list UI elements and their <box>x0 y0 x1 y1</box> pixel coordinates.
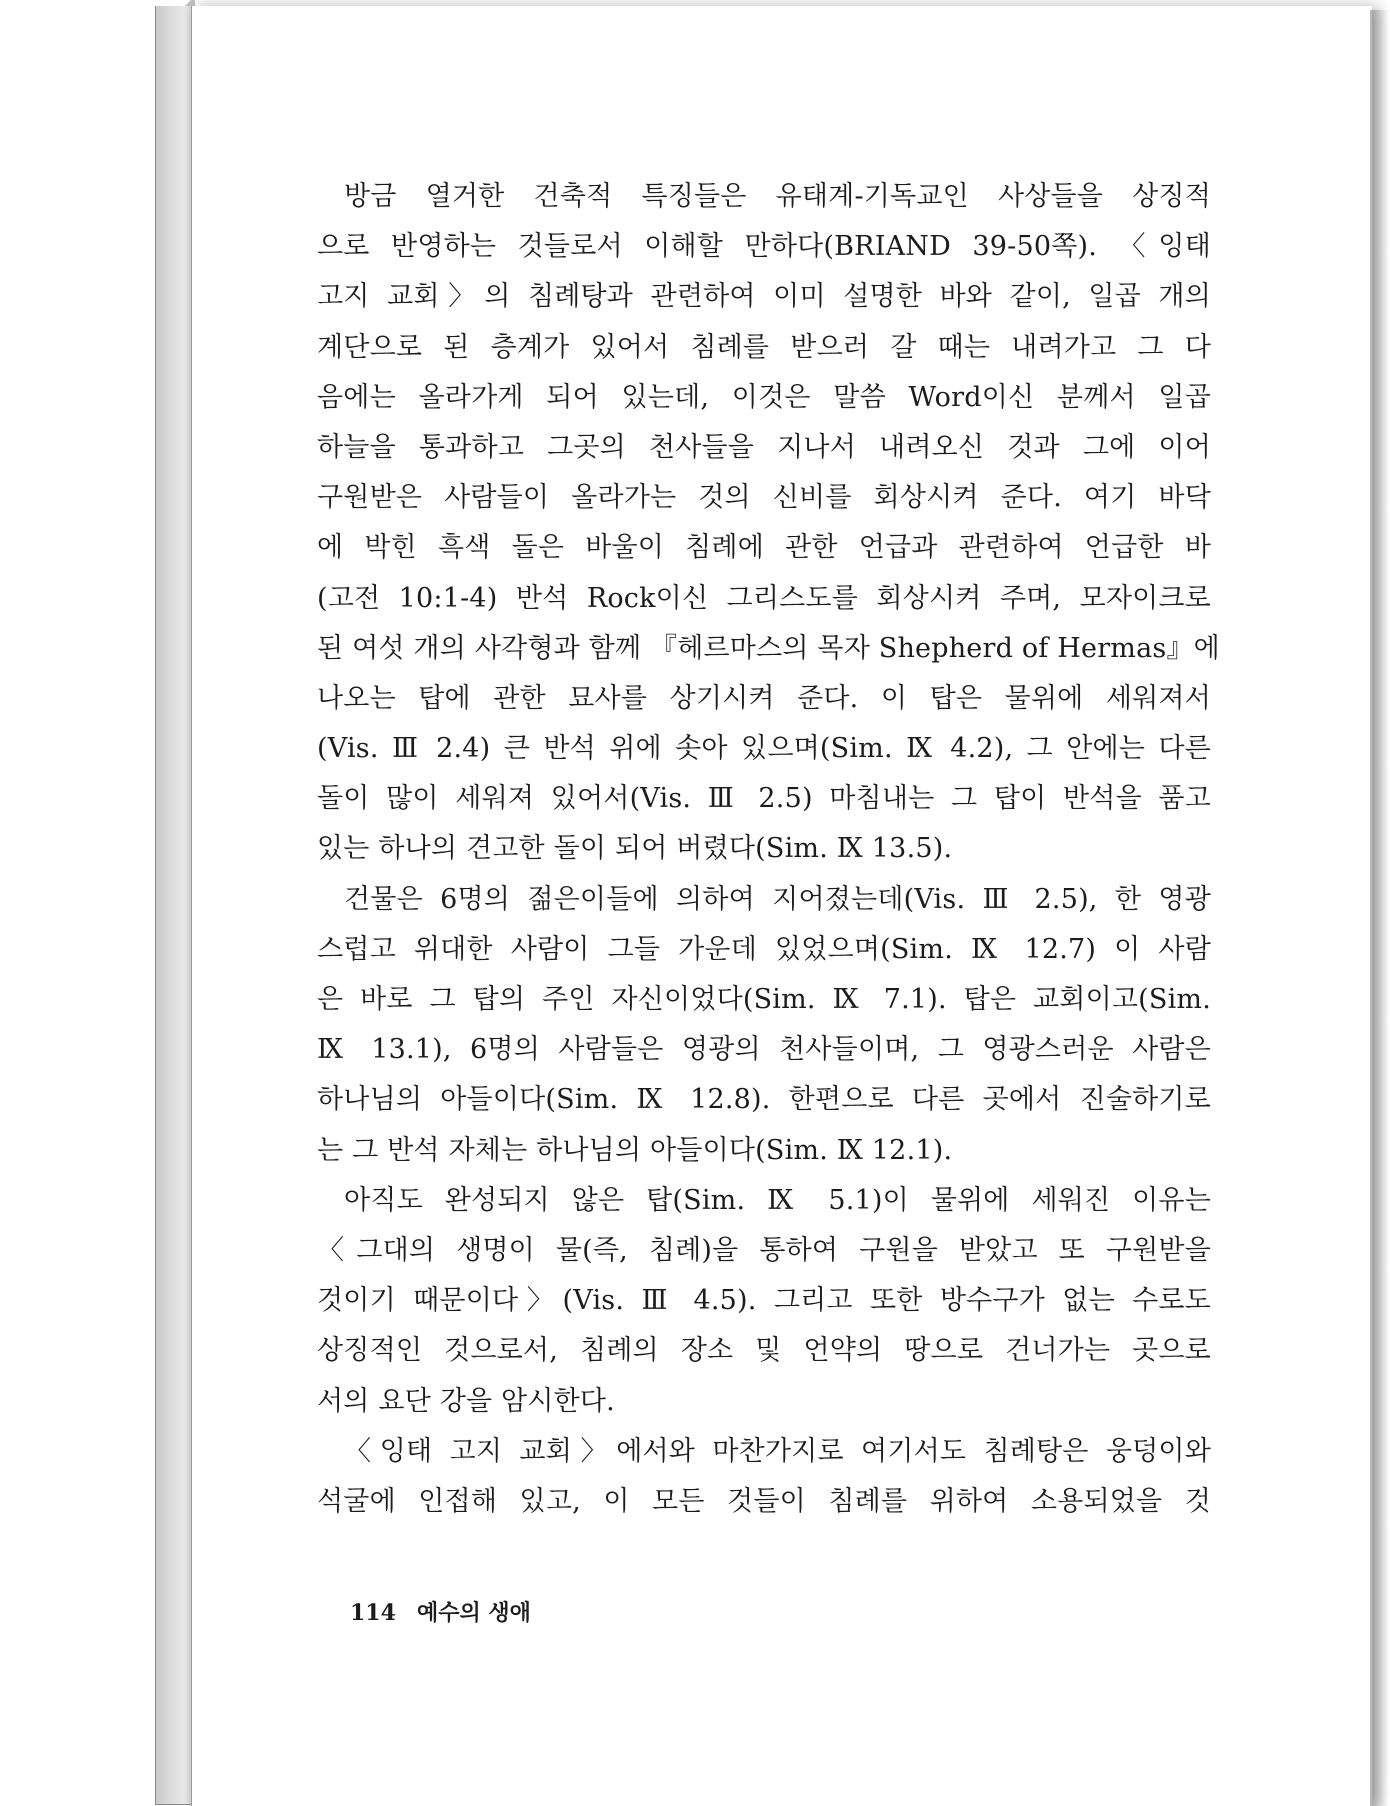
page-footer <box>350 1596 531 1627</box>
text-line: 〈그대의 생명이 물(즉, 침례)을 통하여 구원을 받았고 또 구원받을 <box>317 1234 1211 1266</box>
text-line: 구원받은 사람들이 올라가는 것의 신비를 회상시켜 준다. 여기 바닥 <box>317 482 1211 514</box>
text-line: (고전 10:1-4) 반석 Rock이신 그리스도를 회상시켜 주며, 모자이크로 <box>317 582 1211 614</box>
text-line: 하늘을 통과하고 그곳의 천사들을 지나서 내려오신 것과 그에 이어 <box>317 431 1211 463</box>
text-line: 하나님의 아들이다(Sim. Ⅸ 12.8). 한편으로 다른 곳에서 진술하기로 <box>317 1084 1211 1116</box>
text-line: 아직도 완성되지 않은 탑(Sim. Ⅸ 5.1)이 물위에 세워진 이유는 <box>344 1184 1211 1216</box>
text-line: 스럽고 위대한 사람이 그들 가운데 있었으며(Sim. Ⅸ 12.7) 이 사람 <box>317 933 1211 965</box>
text-line: 고지 교회〉의 침례탕과 관련하여 이미 설명한 바와 같이, 일곱 개의 <box>317 281 1211 313</box>
book-spine <box>155 6 192 1805</box>
text-line: 건물은 6명의 젊은이들에 의하여 지어졌는데(Vis. Ⅲ 2.5), 한 영광 <box>344 883 1211 915</box>
text-line: 있는 하나의 견고한 돌이 되어 버렸다(Sim. Ⅸ 13.5). <box>317 833 953 865</box>
text-line: (Vis. Ⅲ 2.4) 큰 반석 위에 솟아 있으며(Sim. Ⅸ 4.2), 그 안에는 다른 <box>317 733 1211 765</box>
text-line: 음에는 올라가게 되어 있는데, 이것은 말씀 Word이신 분께서 일곱 <box>317 381 1211 413</box>
text-line: 방금 열거한 건축적 특징들은 유태계-기독교인 사상들을 상징적 <box>344 181 1211 212</box>
text-line: 된 여섯 개의 사각형과 함께 『헤르마스의 목자 Shepherd of Hermas』에 <box>317 632 1220 664</box>
text-line: 는 그 반석 자체는 하나님의 아들이다(Sim. Ⅸ 12.1). <box>317 1134 953 1166</box>
text-line: 돌이 많이 세워져 있어서(Vis. Ⅲ 2.5) 마침내는 그 탑이 반석을 품고 <box>317 783 1211 815</box>
text-line: 나오는 탑에 관한 묘사를 상기시켜 준다. 이 탑은 물위에 세워져서 <box>317 682 1211 714</box>
text-line: 석굴에 인접해 있고, 이 모든 것들이 침례를 위하여 소용되었을 것 <box>317 1485 1211 1517</box>
text-line: 에 박힌 흑색 돌은 바울이 침례에 관한 언급과 관련하여 언급한 바 <box>317 532 1211 564</box>
text-line: 〈잉태 고지 교회〉에서와 마찬가지로 여기서도 침례탕은 웅덩이와 <box>344 1435 1211 1467</box>
page-number: 114 <box>350 1600 396 1626</box>
text-line: 계단으로 된 층계가 있어서 침례를 받으러 갈 때는 내려가고 그 다 <box>317 331 1211 363</box>
text-line: 것이기 때문이다〉(Vis. Ⅲ 4.5). 그리고 또한 방수구가 없는 수로도 <box>317 1285 1211 1317</box>
running-title: 예수의 생애 <box>416 1600 531 1626</box>
text-line: 상징적인 것으로서, 침례의 장소 및 언약의 땅으로 건너가는 곳으로 <box>317 1335 1211 1367</box>
text-line: Ⅸ 13.1), 6명의 사람들은 영광의 천사들이며, 그 영광스러운 사람은 <box>317 1034 1211 1066</box>
text-line: 서의 요단 강을 암시한다. <box>317 1385 615 1417</box>
body-text <box>317 172 1220 1527</box>
text-line: 으로 반영하는 것들로서 이해할 만하다(BRIAND 39-50쪽). 〈잉태 <box>317 231 1211 263</box>
text-line: 은 바로 그 탑의 주인 자신이었다(Sim. Ⅸ 7.1). 탑은 교회이고(Sim. <box>317 984 1211 1015</box>
page-edge-shadow <box>1370 10 1388 1806</box>
